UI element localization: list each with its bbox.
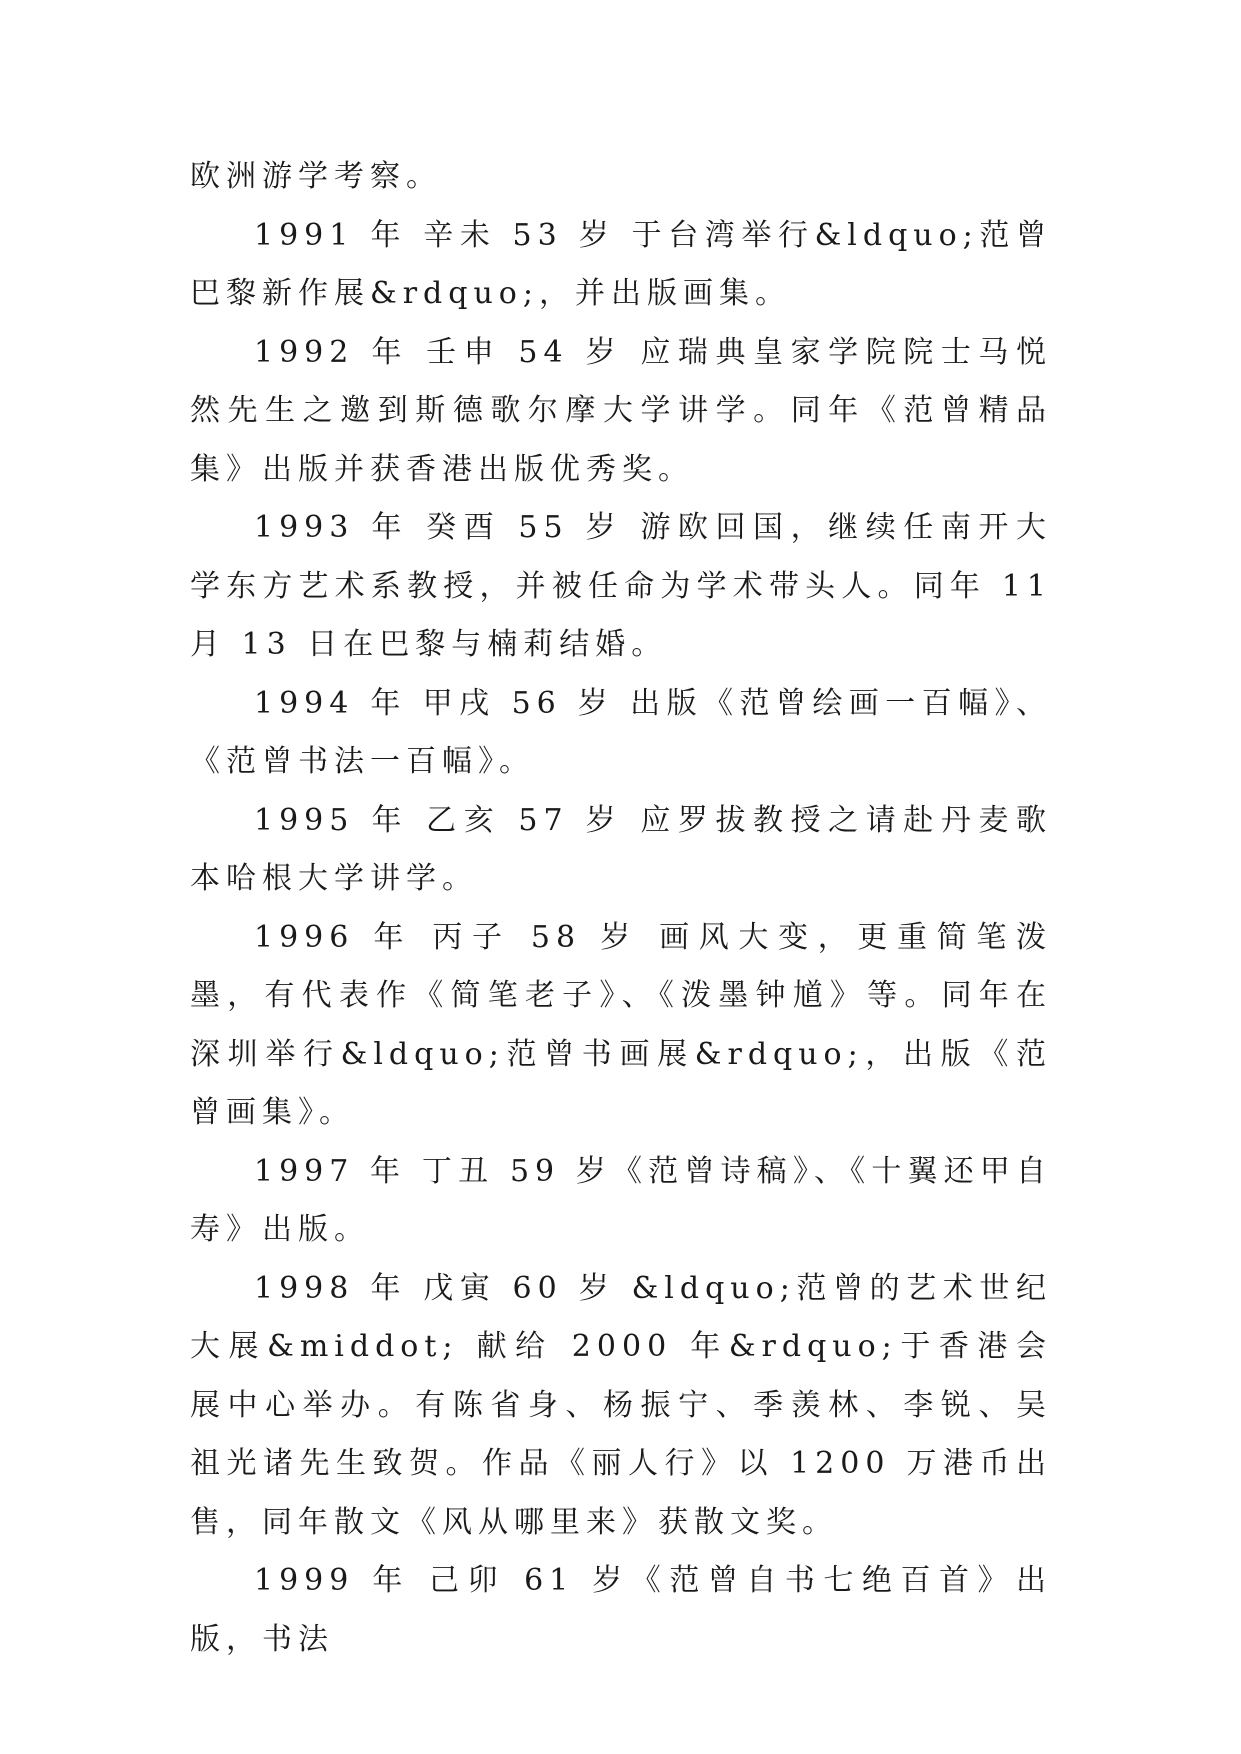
paragraph-1994: 1994 年 甲戌 56 岁 出版《范曾绘画一百幅》、《范曾书法一百幅》。 — [190, 685, 1052, 779]
paragraph-intro-continuation: 欧洲游学考察。 — [190, 159, 442, 194]
document-page — [190, 148, 1052, 1669]
paragraph-1995: 1995 年 乙亥 57 岁 应罗拔教授之请赴丹麦歌本哈根大学讲学。 — [190, 802, 1052, 896]
paragraph-1998: 1998 年 戊寅 60 岁 &ldquo;范曾的艺术世纪大展&middot; 献给 2000 年&rdquo;于香港会展中心举办。有陈省身、杨振宁、季羡林、李锐、吴祖光诸先生致贺。作品《丽人行》以 1200 万港币出售，同年散文《风从哪里来》获散文奖。 — [190, 1270, 1052, 1540]
paragraph-1997: 1997 年 丁丑 59 岁《范曾诗稿》、《十翼还甲自寿》出版。 — [190, 1153, 1052, 1247]
paragraph-1992: 1992 年 壬申 54 岁 应瑞典皇家学院院士马悦然先生之邀到斯德歌尔摩大学讲学。同年《范曾精品集》出版并获香港出版优秀奖。 — [190, 334, 1052, 487]
paragraph-1999: 1999 年 己卯 61 岁《范曾自书七绝百首》出版，书法 — [190, 1563, 1052, 1657]
paragraph-1993: 1993 年 癸酉 55 岁 游欧回国，继续任南开大学东方艺术系教授，并被任命为学术带头人。同年 11 月 13 日在巴黎与楠莉结婚。 — [190, 510, 1052, 662]
paragraph-1996: 1996 年 丙子 58 岁 画风大变，更重简笔泼墨，有代表作《简笔老子》、《泼墨钟馗》等。同年在深圳举行&ldquo;范曾书画展&rdquo;，出版《范曾画集》。 — [190, 919, 1052, 1130]
paragraph-1991: 1991 年 辛未 53 岁 于台湾举行&ldquo;范曾巴黎新作展&rdquo;，并出版画集。 — [190, 217, 1052, 311]
